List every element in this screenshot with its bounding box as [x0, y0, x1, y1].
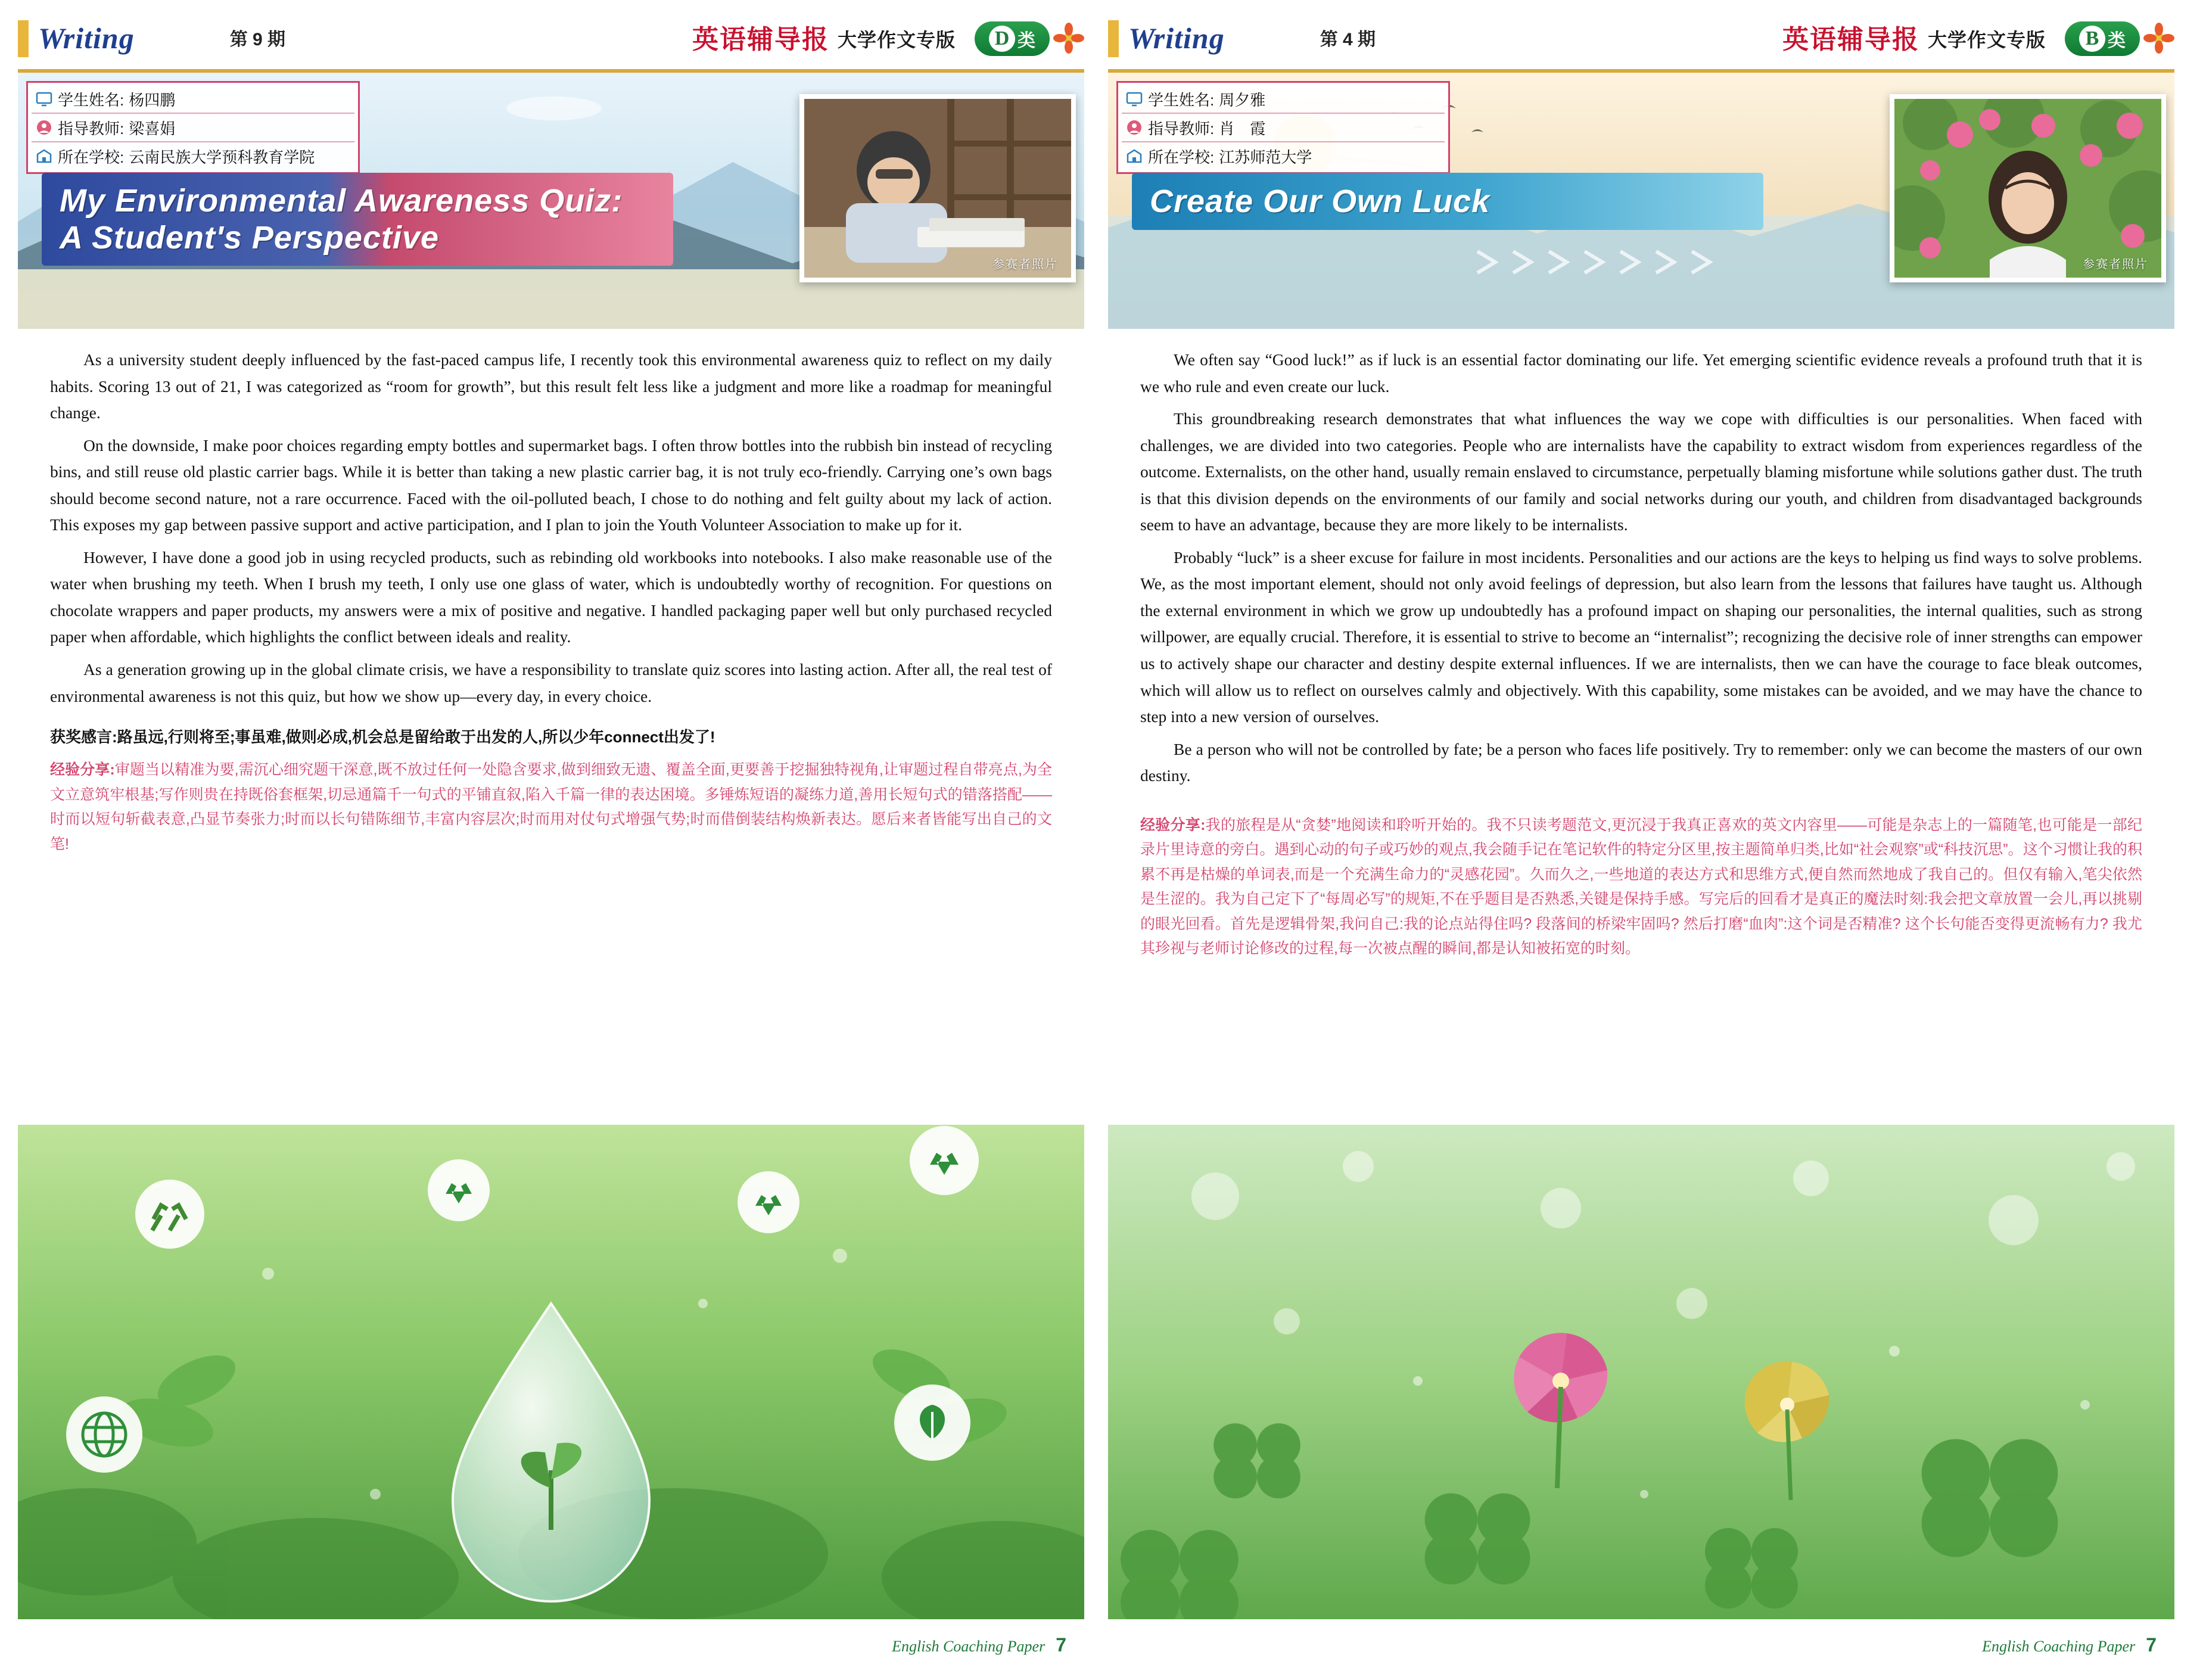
brand-subtitle: 大学作文专版	[1927, 29, 2046, 51]
school-name: 江苏师范大学	[1219, 148, 1312, 166]
footer-brand: English Coaching Paper	[892, 1638, 1046, 1655]
author-photo	[1890, 94, 2166, 282]
paragraph: As a generation growing up in the global climate crisis, we have a responsibility to translate quiz scores into lasting action. After all, the real test of environmental awareness is not this quiz, but how we show up—every day, in every choice.	[50, 660, 1052, 705]
teacher-label: 指导教师:	[58, 119, 125, 138]
award-label: 获奖感言:	[50, 728, 117, 746]
student-icon	[35, 90, 53, 108]
page-number: 7	[1056, 1634, 1066, 1656]
teacher-icon	[35, 119, 53, 136]
brand-block	[692, 17, 962, 63]
category-letter: B	[2079, 26, 2105, 52]
author-info-box	[26, 81, 360, 174]
page-right	[1108, 17, 2174, 1661]
experience-text: 审题当以精准为要,需沉心细究题干深意,既不放过任何一处隐含要求,做到细致无遗、覆盖全面,更要善于挖掘独特视角,让审题过程自带亮点,为全文立意筑牢根基;写作则贵在持既俗套框架,切忌通篇千一句式的平铺直叙,陷入千篇一律的表达困境。多锤炼短语的凝练力道,善用长短句式的错落搭配——时而以短句斩截表意,凸显节奏张力;时而以长句错陈细节,丰富内容层次;时而用对仗句式增强气势;时而借倒装结构焕新表达。愿后来者皆能写出自己的文笔!	[50, 761, 1053, 853]
teacher-label: 指导教师:	[1148, 119, 1215, 138]
teacher-name: 梁喜娟	[129, 119, 176, 138]
decorative-illustration-clover	[1108, 1125, 2174, 1619]
teacher-row	[1122, 114, 1445, 142]
paragraph: However, I have done a good job in using recycled products, such as rebinding old workbooks into notebooks. I also make reasonable use of the water when brushing my teeth. When I brush my teeth, I only use one glass of water, which is undoubtedly worthy of recognition. For questions on chocolate wrappers and paper products, my answers were a mix of positive and negative. I handled packaging paper well but only purchased recycled paper when affordable, which highlights the conflict between ideals and reality.	[50, 547, 1052, 646]
decor-flower-icon	[1053, 23, 1084, 54]
school-label: 所在学校:	[1148, 148, 1215, 166]
experience-note	[50, 758, 1052, 857]
photo-caption: 参赛者照片	[992, 258, 1058, 271]
paragraph: This groundbreaking research demonstrates that what influences the way we cope with difficulties is our personalities. When faced with challenges, we are divided into two categories. People who are internalists have the capability to extract wisdom from experiences regardless of the outcome. Externalists, on the other hand, usually remain enslaved to circumstance, perpetually blaming misfortune while solutions gather dust. The truth is that this division depends on the environments of our family and social networks during our youth, and children from disadvantaged backgrounds seem to have an advantage, because they are more likely to be internalists.	[1140, 409, 2142, 534]
article-title	[60, 182, 623, 256]
article-title-plate	[1132, 173, 1763, 230]
brand-subtitle: 大学作文专版	[837, 29, 956, 51]
article-title-plate	[42, 173, 673, 266]
school-name: 云南民族大学预科教育学院	[129, 148, 315, 166]
issue-number: 第 4 期	[1320, 30, 1376, 49]
experience-label: 经验分享:	[50, 761, 115, 779]
experience-note	[1140, 813, 2142, 962]
brand-name-cn: 英语辅导报	[1782, 25, 1919, 54]
issue-number: 第 9 期	[229, 30, 286, 49]
brand-name-cn: 英语辅导报	[692, 25, 829, 54]
photo-caption: 参赛者照片	[2083, 258, 2148, 271]
student-row	[1122, 85, 1445, 114]
teacher-name: 肖 霞	[1219, 119, 1266, 138]
article-title-line1: My Environmental Awareness Quiz:	[60, 183, 623, 219]
page-footer-left	[892, 1634, 1066, 1656]
experience-label: 经验分享:	[1140, 816, 1206, 833]
page-header-right	[1108, 17, 2174, 73]
article-body-left	[18, 329, 1084, 857]
article-body-right	[1108, 329, 2174, 962]
article-title	[1150, 183, 1490, 220]
brand-block	[1782, 17, 2052, 63]
article-banner-right	[1108, 73, 2174, 329]
author-photo	[799, 94, 1076, 282]
page-footer-right	[1982, 1634, 2157, 1656]
school-icon	[35, 147, 53, 165]
article-title-line1: Create Our Own Luck	[1150, 183, 1491, 219]
award-note	[50, 725, 1052, 747]
school-icon	[1125, 147, 1143, 165]
student-label: 学生姓名:	[1148, 91, 1215, 109]
teacher-row	[32, 114, 354, 142]
page-left	[18, 17, 1084, 1661]
paragraph: We often say “Good luck!” as if luck is an essential factor dominating our life. Yet emerging scientific evidence reveals a profound truth that it is we who rule and even create our luck.	[1140, 350, 2142, 396]
article-title-line2: A Student's Perspective	[60, 220, 440, 256]
experience-text: 我的旅程是从“贪婪”地阅读和聆听开始的。我不只读考题范文,更沉浸于我真正喜欢的英文内容里——可能是杂志上的一篇随笔,也可能是一部纪录片里诗意的旁白。遇到心动的句子或巧妙的观点,我会随手记在笔记软件的特定分区里,按主题简单归类,比如“社会观察”或“科技沉思”。这个习惯让我的积累不再是枯燥的单词表,而是一个充满生命力的“灵感花园”。久而久之,一些地道的表达方式和思维方式,便自然而然地成了我自己的。但仅有输入,笔尖依然是生涩的。我为自己定下了“每周必写”的规矩,不在乎题目是否熟悉,关键是保持手感。写完后的回看才是真正的魔法时刻:我会把文章放置一会儿,再以挑剔的眼光回看。首先是逻辑骨架,我问自己:我的论点站得住吗? 段落间的桥梁牢固吗? 然后打磨“血肉”:这个词是否精准? 这个长句能否变得更流畅有力? 我尤其珍视与老师讨论修改的过程,每一次被点醒的瞬间,都是认知被拓宽的时刻。	[1140, 816, 2142, 957]
decor-flower-icon	[2143, 23, 2174, 54]
paragraph: As a university student deeply influenced by the fast-paced campus life, I recently took this environmental awareness quiz to reflect on my daily habits. Scoring 13 out of 21, I was categorized as “room for growth”, but this result felt less like a judgment and more like a roadmap for meaningful change.	[50, 350, 1052, 422]
student-name: 杨四鹏	[129, 91, 176, 109]
header-accent-bar	[1108, 20, 1119, 57]
award-text: 路虽远,行则将至;事虽难,做则必成,机会总是留给敢于出发的人,所以少年connect出发了!	[117, 728, 715, 746]
section-title: Writing	[1128, 21, 1225, 55]
school-label: 所在学校:	[58, 148, 125, 166]
decorative-illustration-environment	[18, 1125, 1084, 1619]
author-info-box	[1116, 81, 1450, 174]
student-row	[32, 85, 354, 114]
teacher-icon	[1125, 119, 1143, 136]
footer-brand: English Coaching Paper	[1982, 1638, 2136, 1655]
school-row	[1122, 142, 1445, 170]
page-number: 7	[2146, 1634, 2157, 1656]
paragraph: Be a person who will not be controlled by fate; be a person who faces life positively. Try to remember: only we can become the masters of our own destiny.	[1140, 739, 2142, 785]
category-badge	[2065, 21, 2140, 56]
paragraph: Probably “luck” is a sheer excuse for failure in most incidents. Personalities and our actions are the keys to helping us find ways to solve problems. We, as the most important element, should not only avoid feelings of depression, but also learn from the lessons that failures have taught us. Although the external environment in which we grow up undoubtedly has a profound impact on shaping our personalities, the internal qualities, such as strong willpower, are equally crucial. Therefore, it is essential to strive to become an “internalist”; recognizing the decisive role of inner strengths can empower us to actively shape our character and destiny despite external influences. If we are internalists, then we can have the courage to face bleak outcomes, which will allow us to reflect on ourselves calmly and objectively. With this capability, some mistakes can be avoided, and we may have the chance to step into a new version of ourselves.	[1140, 547, 2142, 726]
student-icon	[1125, 90, 1143, 108]
category-badge	[975, 21, 1050, 56]
student-label: 学生姓名:	[58, 91, 125, 109]
article-banner-left	[18, 73, 1084, 329]
section-title: Writing	[38, 21, 135, 55]
school-row	[32, 142, 354, 170]
header-accent-bar	[18, 20, 29, 57]
page-header-left	[18, 17, 1084, 73]
student-name: 周夕雅	[1219, 91, 1266, 109]
category-letter: D	[989, 26, 1015, 52]
category-zi: 类	[1018, 31, 1035, 51]
paragraph: On the downside, I make poor choices regarding empty bottles and supermarket bags. I often throw bottles into the rubbish bin instead of recycling bins, and still reuse old plastic carrier bags. While it is better than taking a new plastic carrier bag, it is not truly eco-friendly. Carrying one’s own bags should become second nature, not a rare occurrence. Faced with the oil-polluted beach, I chose to do nothing and felt guilty about my lack of action. This exposes my gap between passive support and active participation, and I plan to join the Youth Volunteer Association to make up for it.	[50, 435, 1052, 534]
category-zi: 类	[2108, 31, 2126, 51]
